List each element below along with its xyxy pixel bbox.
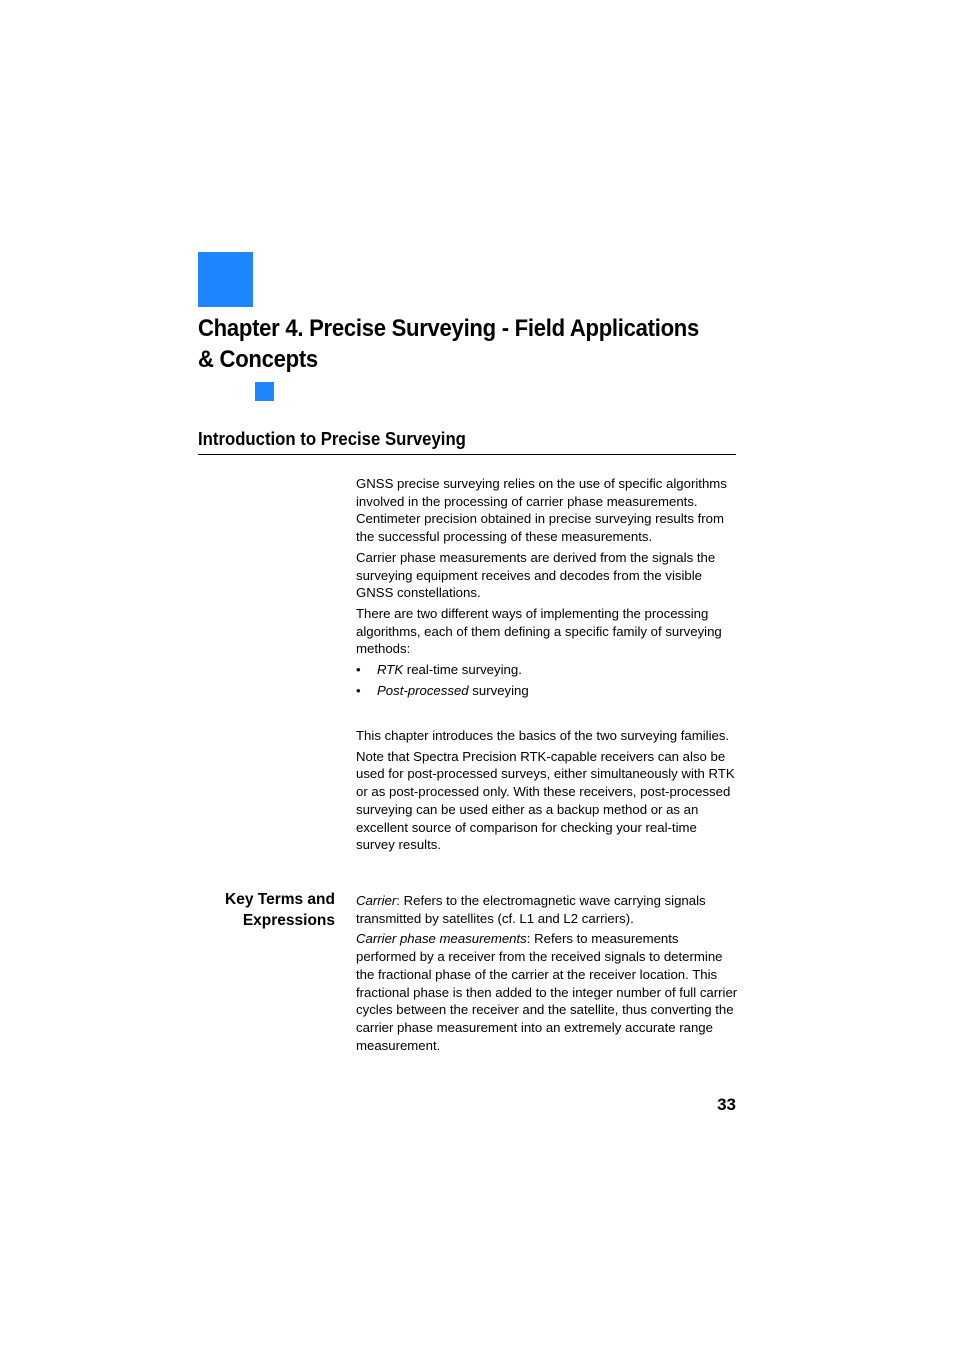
- key-terms-block: [356, 892, 738, 1057]
- intro-text-block: [356, 475, 738, 702]
- term-name: Carrier phase measurements: [356, 931, 527, 947]
- list-item-text: surveying: [468, 682, 529, 698]
- surveying-methods-list: [356, 661, 738, 699]
- chapter-title: Chapter 4. Precise Surveying - Field Applications & Concepts: [198, 315, 700, 373]
- key-terms-heading-line-2: Expressions: [242, 912, 335, 929]
- key-terms-heading: [198, 889, 335, 931]
- term-text: : Refers to the electromagnetic wave carrying signals transmitted by satellites (cf. L1 and L2 carriers).: [356, 893, 706, 926]
- list-item: [356, 682, 738, 700]
- section-heading-text: Introduction to Precise Surveying: [198, 429, 466, 449]
- intro-text-block-2: [356, 727, 738, 857]
- chapter-marker-small: [255, 382, 274, 401]
- term-text: : Refers to measurements performed by a receiver from the received signals to determine the fractional phase of the carrier at the receiver location. This fractional phase is then added to the integer number of full carrier cycles between the receiver and the satellite, thus converting the carrier phase measurement into an extremely accurate range measurement.: [356, 931, 738, 1053]
- key-terms-heading-line-1: Key Terms and: [225, 891, 335, 908]
- term-definition: [356, 930, 738, 1054]
- term-definition: [356, 892, 738, 927]
- list-item-term: Post-processed: [377, 682, 469, 698]
- list-item: [356, 661, 738, 679]
- term-name: Carrier: [356, 893, 397, 908]
- intro-paragraph-5: Note that Spectra Precision RTK-capable receivers can also be used for post-processed surveys, either simultaneously with RTK or as post-processed only. With these receivers, post-processed surveying can be used either as a backup method or as an excellent source of comparison for checking your real-time survey results.: [356, 748, 735, 853]
- chapter-marker-large: [198, 252, 253, 307]
- intro-paragraph-1: GNSS precise surveying relies on the use of specific algorithms involved in the processing of carrier phase measurements. Centimeter precision obtained in precise surveying results from the successful processing of these measurements.: [356, 476, 727, 545]
- list-item-term: RTK: [377, 662, 404, 678]
- intro-paragraph-4: This chapter introduces the basics of the two surveying families.: [356, 728, 730, 743]
- intro-paragraph-3: There are two different ways of implementing the processing algorithms, each of them defining a specific family of surveying methods:: [356, 605, 722, 657]
- section-heading: [198, 427, 736, 455]
- list-item-text: real-time surveying.: [403, 662, 522, 678]
- bullet-icon: •: [356, 682, 361, 698]
- page-number: 33: [717, 1095, 736, 1114]
- intro-paragraph-2: Carrier phase measurements are derived from the signals the surveying equipment receives and decodes from the visible GNSS constellations.: [356, 549, 716, 601]
- bullet-icon: •: [356, 662, 361, 678]
